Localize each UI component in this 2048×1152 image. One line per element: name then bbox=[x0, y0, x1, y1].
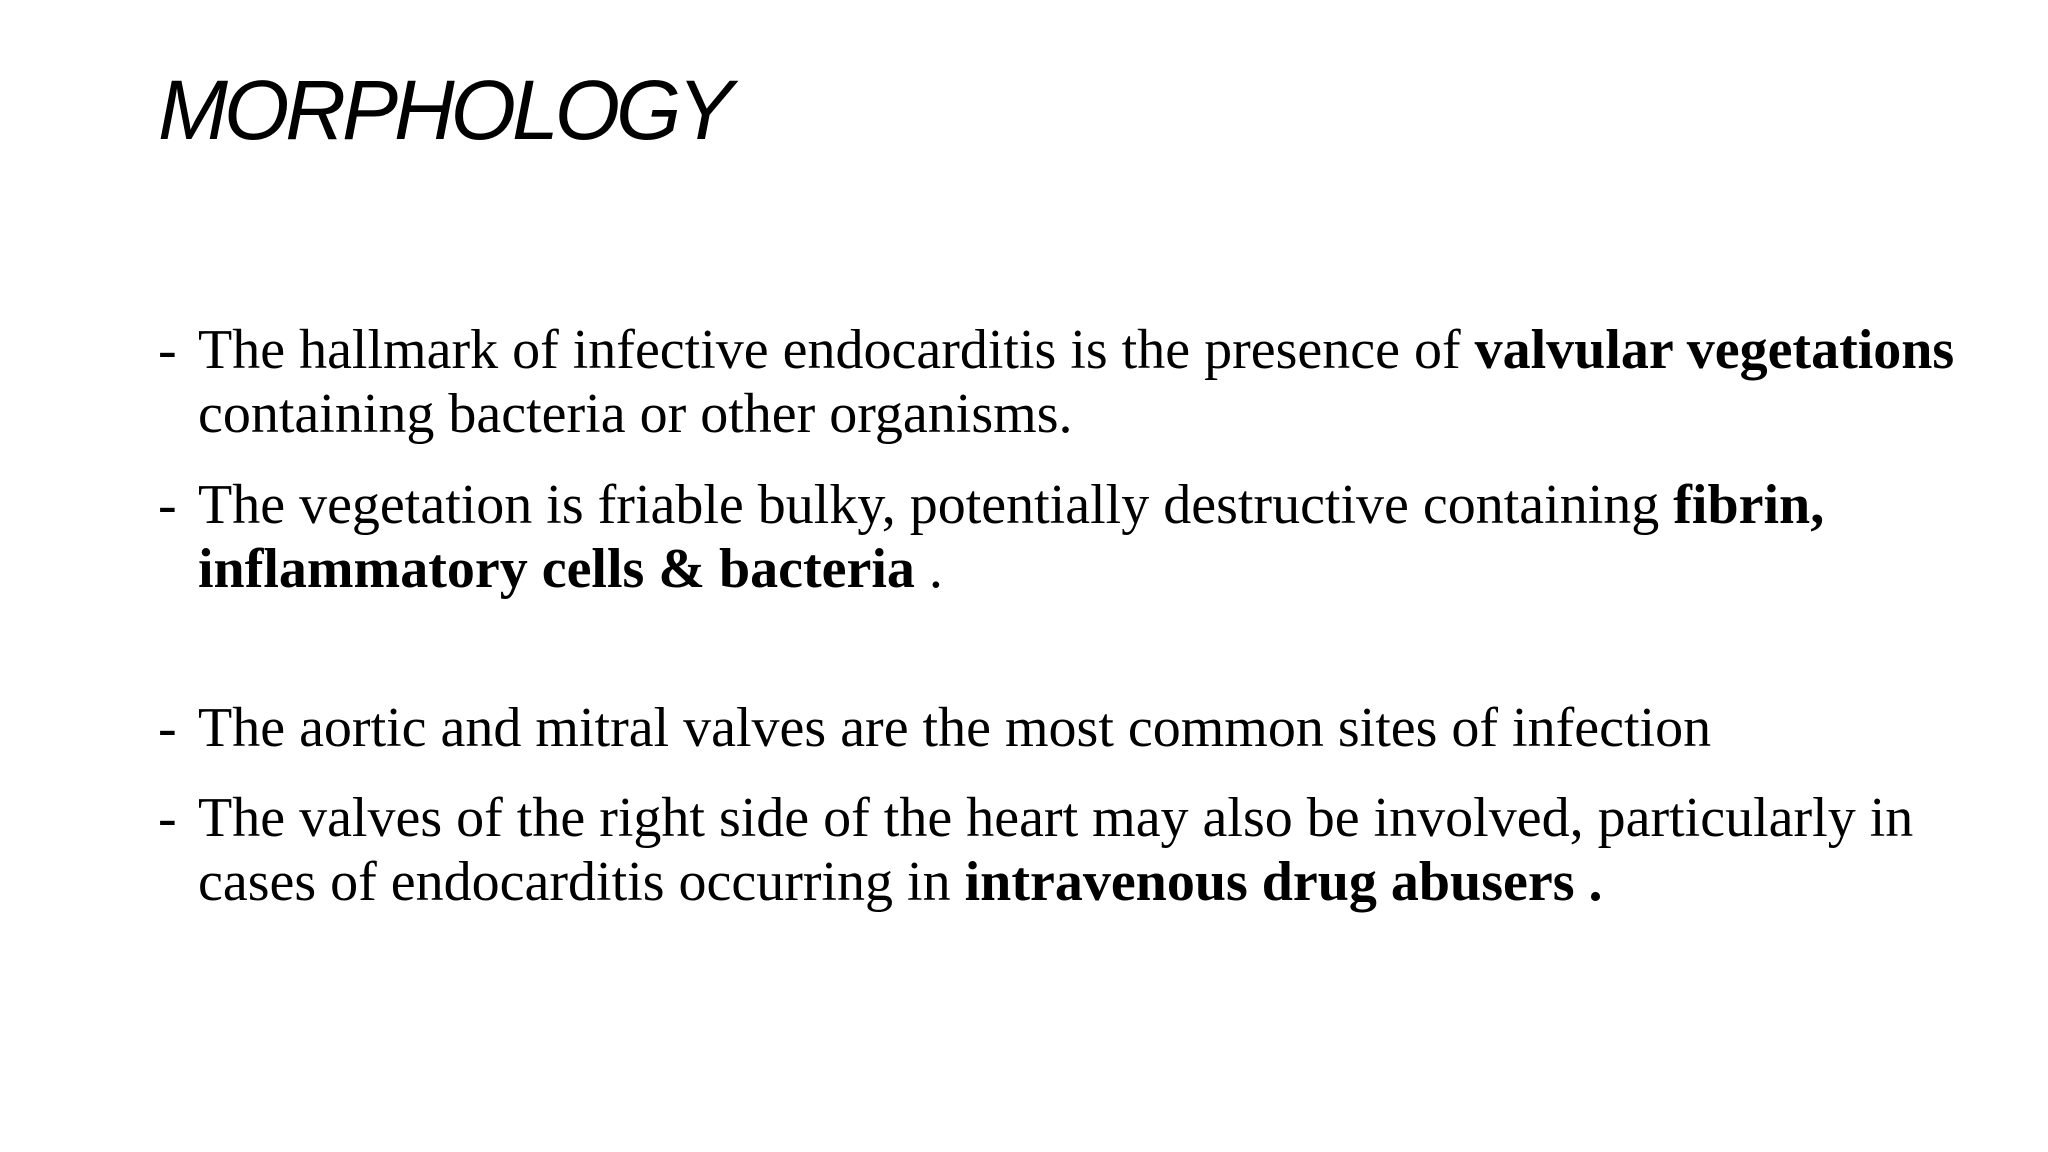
bullet-text-segment: The vegetation is friable bulky, potentially destructive containing bbox=[198, 474, 1674, 536]
bullet-item bbox=[158, 473, 1958, 601]
bullet-item bbox=[158, 786, 1958, 914]
bullet-text bbox=[198, 697, 1711, 759]
bullet-text-segment: The valves of the right side of the heart may also be involved, particularly in cases of endocarditis occurring in bbox=[198, 787, 1914, 913]
bullet-text-segment: containing bacteria or other organisms. bbox=[198, 383, 1073, 445]
bullet-list bbox=[158, 318, 1958, 914]
bullet-marker: - bbox=[158, 319, 177, 381]
bullet-text-segment: . bbox=[914, 538, 943, 600]
bullet-text-emphasis: intravenous drug abusers . bbox=[964, 851, 1603, 913]
bullet-item bbox=[158, 696, 1958, 760]
bullet-item bbox=[158, 318, 1958, 446]
bullet-text-segment: The aortic and mitral valves are the most common sites of infection bbox=[198, 697, 1712, 759]
slide-title: MORPHOLOGY bbox=[158, 63, 730, 157]
bullet-text bbox=[198, 319, 1954, 445]
bullet-marker: - bbox=[158, 787, 177, 849]
bullet-marker: - bbox=[158, 697, 177, 759]
bullet-text bbox=[198, 474, 1824, 600]
bullet-marker: - bbox=[158, 474, 177, 536]
bullet-text-emphasis: valvular vegetations bbox=[1474, 319, 1955, 381]
bullet-text-emphasis: fibrin, inflammatory cells & bacteria bbox=[198, 474, 1825, 600]
bullet-text-segment: The hallmark of infective endocarditis is the presence of bbox=[198, 319, 1475, 381]
bullet-text bbox=[198, 787, 1913, 913]
